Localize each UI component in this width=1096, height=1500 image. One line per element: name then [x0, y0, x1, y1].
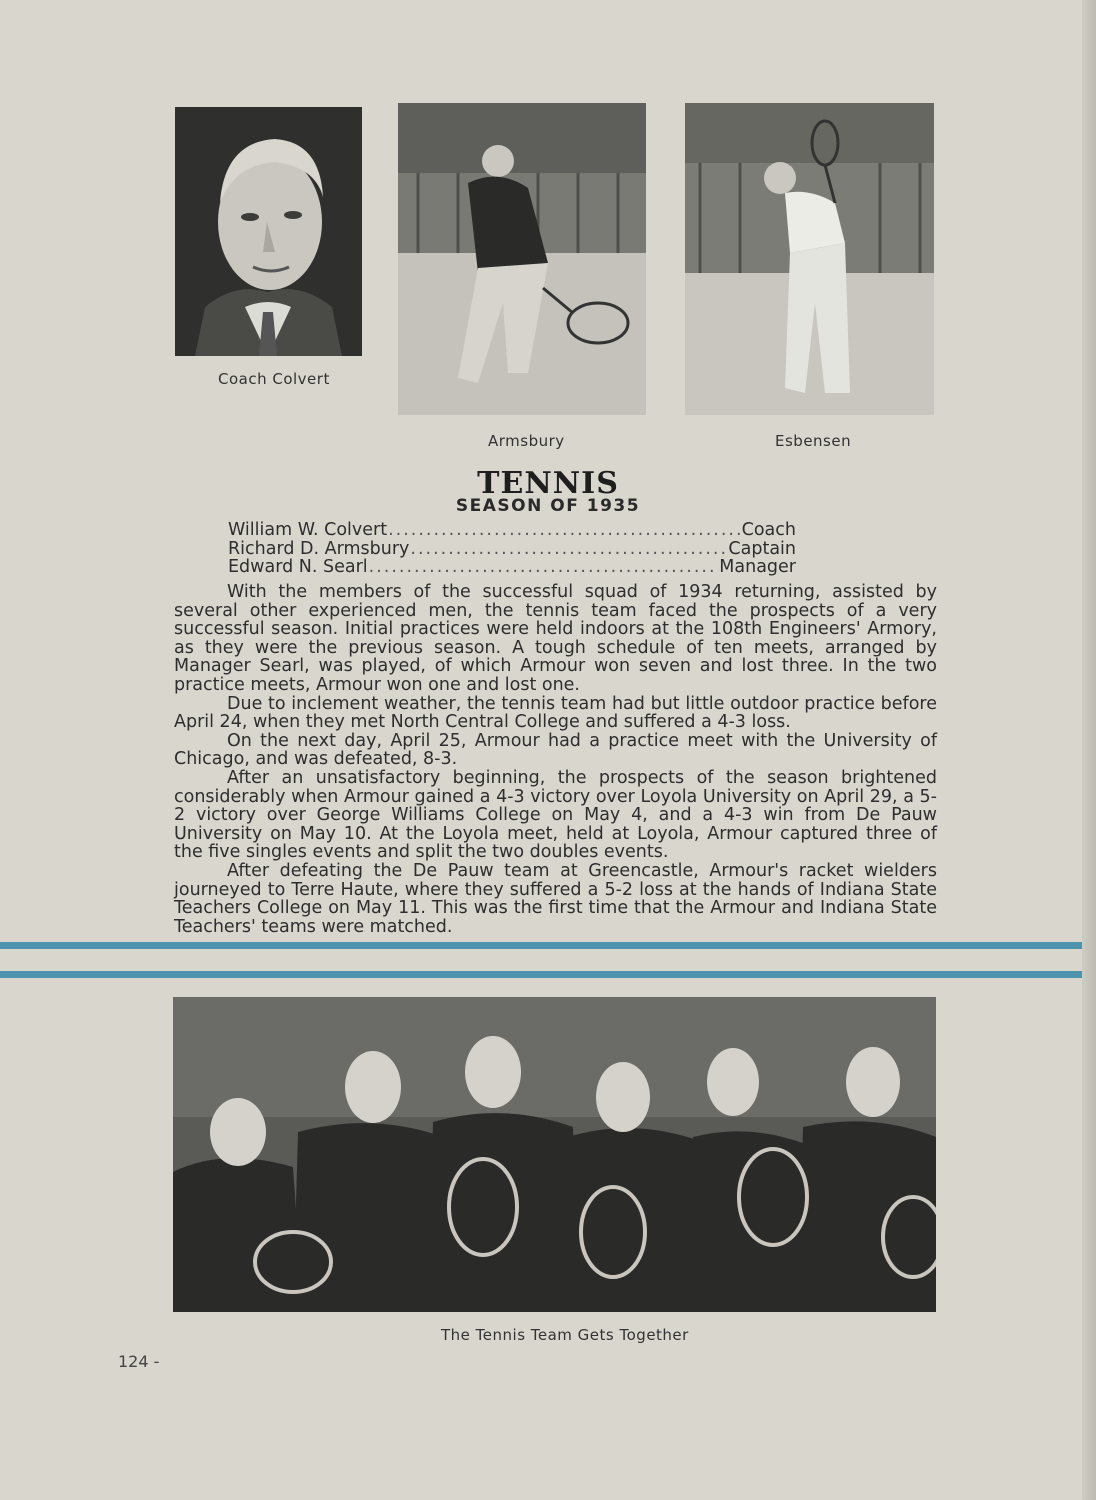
divider-stripe: [0, 971, 1082, 978]
roster-name: Richard D. Armsbury: [228, 539, 410, 558]
article-paragraph: After an unsatisfactory beginning, the prospects of the season brightened considerably when Armour gained a 4-3 victory over Loyola University on April 29, a 5-2 victory over George Williams College on May 4, and a 4-3 win from De Pauw University on May 10. At the Loyola meet, held at Loyola, Armour captured three of the five singles events and split the two doubles events.: [174, 767, 937, 863]
coach-photo-caption: Coach Colvert: [218, 370, 330, 388]
team-photo-caption: The Tennis Team Gets Together: [441, 1326, 689, 1344]
armsbury-photo-caption: Armsbury: [488, 432, 565, 450]
roster-row: [228, 540, 796, 559]
esbensen-photo-caption: Esbensen: [775, 432, 852, 450]
article-paragraph: With the members of the successful squad of 1934 returning, assisted by several other experienced men, the tennis team faced the prospects of a very successful season. Initial practices were held indoors at the 108th Engineers' Armory, as they were the previous season. A tough schedule of ten meets, arranged by Manager Searl, was played, of which Armour won seven and lost three. In the two practice meets, Armour won one and lost one.: [174, 582, 937, 695]
page-edge: [1082, 0, 1096, 1500]
coach-photo: [175, 107, 362, 356]
roster-name: Edward N. Searl: [228, 558, 368, 577]
armsbury-photo: [398, 103, 646, 415]
roster: [228, 521, 796, 577]
team-photo: [173, 997, 936, 1312]
leader-dots: [388, 521, 741, 540]
article-paragraph: After defeating the De Pauw team at Greencastle, Armour's racket wielders journeyed to Terre Haute, where they suffered a 5-2 loss at the hands of Indiana State Teachers College on May 11. This was the first time that the Armour and Indiana State Teachers' teams were matched.: [174, 860, 937, 937]
roster-role: Manager: [719, 558, 796, 577]
divider-stripe: [0, 942, 1082, 949]
roster-name: William W. Colvert: [228, 521, 388, 540]
leader-dots: [410, 540, 727, 559]
roster-role: Captain: [728, 539, 796, 558]
esbensen-photo: [685, 103, 934, 415]
article-paragraph: Due to inclement weather, the tennis team had but little outdoor practice before April 24, when they met North Central College and suffered a 4-3 loss.: [174, 693, 937, 733]
page-subtitle: SEASON OF 1935: [455, 496, 641, 516]
leader-dots: [369, 558, 719, 577]
page-title: TENNIS: [477, 466, 619, 501]
page-number: 124 -: [118, 1352, 160, 1371]
article-body: [174, 583, 937, 936]
article-paragraph: On the next day, April 25, Armour had a practice meet with the University of Chicago, and was defeated, 8-3.: [174, 730, 937, 770]
roster-row: [228, 521, 796, 540]
roster-row: [228, 558, 796, 577]
roster-role: Coach: [741, 521, 796, 540]
